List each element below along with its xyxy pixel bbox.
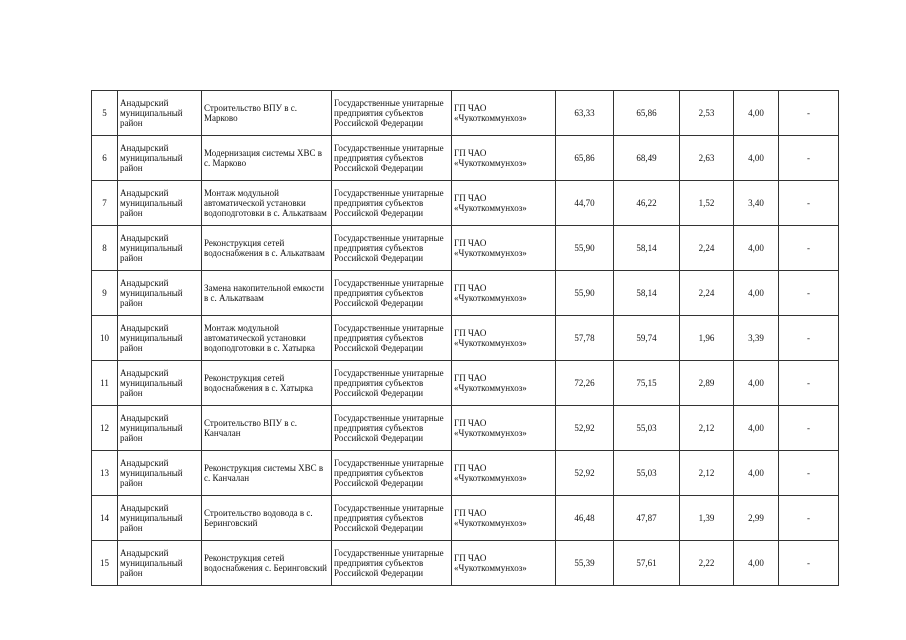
district-cell: Анадырский муниципальный район xyxy=(118,316,202,361)
organization-cell: ГП ЧАО «Чукоткоммунхоз» xyxy=(452,451,556,496)
table-row xyxy=(92,91,839,136)
district-cell: Анадырский муниципальный район xyxy=(118,181,202,226)
value-4-cell: 4,00 xyxy=(734,406,779,451)
table-row xyxy=(92,181,839,226)
value-3-cell: 1,96 xyxy=(680,316,734,361)
value-4-cell: 4,00 xyxy=(734,361,779,406)
district-cell: Анадырский муниципальный район xyxy=(118,226,202,271)
value-2-cell: 65,86 xyxy=(614,91,680,136)
value-1-cell: 52,92 xyxy=(556,406,614,451)
category-cell: Государственные унитарные предприятия субъектов Российской Федерации xyxy=(332,136,452,181)
table-row xyxy=(92,136,839,181)
category-cell: Государственные унитарные предприятия субъектов Российской Федерации xyxy=(332,91,452,136)
district-cell: Анадырский муниципальный район xyxy=(118,271,202,316)
value-1-cell: 65,86 xyxy=(556,136,614,181)
project-cell: Реконструкция сетей водоснабжения в с. Хатырка xyxy=(202,361,332,406)
value-5-cell: - xyxy=(779,406,839,451)
row-number: 14 xyxy=(92,496,118,541)
district-cell: Анадырский муниципальный район xyxy=(118,496,202,541)
project-cell: Реконструкция системы ХВС в с. Канчалан xyxy=(202,451,332,496)
category-cell: Государственные унитарные предприятия субъектов Российской Федерации xyxy=(332,226,452,271)
value-5-cell: - xyxy=(779,271,839,316)
value-2-cell: 58,14 xyxy=(614,271,680,316)
project-cell: Модернизация системы ХВС в с. Марково xyxy=(202,136,332,181)
project-cell: Строительство водовода в с. Беринговский xyxy=(202,496,332,541)
table-row xyxy=(92,271,839,316)
row-number: 8 xyxy=(92,226,118,271)
value-3-cell: 1,39 xyxy=(680,496,734,541)
value-3-cell: 2,24 xyxy=(680,226,734,271)
district-cell: Анадырский муниципальный район xyxy=(118,361,202,406)
row-number: 9 xyxy=(92,271,118,316)
value-4-cell: 4,00 xyxy=(734,451,779,496)
row-number: 15 xyxy=(92,541,118,586)
row-number: 11 xyxy=(92,361,118,406)
projects-table xyxy=(91,90,839,586)
value-5-cell: - xyxy=(779,496,839,541)
project-cell: Строительство ВПУ в с. Марково xyxy=(202,91,332,136)
organization-cell: ГП ЧАО «Чукоткоммунхоз» xyxy=(452,316,556,361)
row-number: 6 xyxy=(92,136,118,181)
project-cell: Монтаж модульной автоматической установки водоподготовки в с. Алькатваам xyxy=(202,181,332,226)
organization-cell: ГП ЧАО «Чукоткоммунхоз» xyxy=(452,271,556,316)
value-4-cell: 4,00 xyxy=(734,271,779,316)
value-5-cell: - xyxy=(779,181,839,226)
value-1-cell: 46,48 xyxy=(556,496,614,541)
value-2-cell: 58,14 xyxy=(614,226,680,271)
row-number: 12 xyxy=(92,406,118,451)
category-cell: Государственные унитарные предприятия субъектов Российской Федерации xyxy=(332,451,452,496)
table-row xyxy=(92,541,839,586)
category-cell: Государственные унитарные предприятия субъектов Российской Федерации xyxy=(332,271,452,316)
project-cell: Замена накопительной емкости в с. Алькатваам xyxy=(202,271,332,316)
project-cell: Монтаж модульной автоматической установки водоподготовки в с. Хатырка xyxy=(202,316,332,361)
value-3-cell: 2,53 xyxy=(680,91,734,136)
row-number: 7 xyxy=(92,181,118,226)
project-cell: Реконструкция сетей водоснабжения в с. Алькатваам xyxy=(202,226,332,271)
category-cell: Государственные унитарные предприятия субъектов Российской Федерации xyxy=(332,496,452,541)
district-cell: Анадырский муниципальный район xyxy=(118,136,202,181)
value-2-cell: 57,61 xyxy=(614,541,680,586)
value-3-cell: 2,22 xyxy=(680,541,734,586)
row-number: 13 xyxy=(92,451,118,496)
row-number: 5 xyxy=(92,91,118,136)
value-2-cell: 59,74 xyxy=(614,316,680,361)
value-5-cell: - xyxy=(779,451,839,496)
value-3-cell: 1,52 xyxy=(680,181,734,226)
value-2-cell: 47,87 xyxy=(614,496,680,541)
value-2-cell: 46,22 xyxy=(614,181,680,226)
organization-cell: ГП ЧАО «Чукоткоммунхоз» xyxy=(452,541,556,586)
value-5-cell: - xyxy=(779,91,839,136)
value-1-cell: 55,90 xyxy=(556,226,614,271)
value-1-cell: 72,26 xyxy=(556,361,614,406)
value-3-cell: 2,24 xyxy=(680,271,734,316)
district-cell: Анадырский муниципальный район xyxy=(118,406,202,451)
value-2-cell: 55,03 xyxy=(614,451,680,496)
value-3-cell: 2,12 xyxy=(680,451,734,496)
value-5-cell: - xyxy=(779,226,839,271)
value-3-cell: 2,89 xyxy=(680,361,734,406)
value-4-cell: 4,00 xyxy=(734,91,779,136)
value-4-cell: 3,40 xyxy=(734,181,779,226)
organization-cell: ГП ЧАО «Чукоткоммунхоз» xyxy=(452,181,556,226)
value-4-cell: 2,99 xyxy=(734,496,779,541)
category-cell: Государственные унитарные предприятия субъектов Российской Федерации xyxy=(332,361,452,406)
district-cell: Анадырский муниципальный район xyxy=(118,91,202,136)
value-5-cell: - xyxy=(779,136,839,181)
value-2-cell: 68,49 xyxy=(614,136,680,181)
table-body xyxy=(92,91,839,586)
value-5-cell: - xyxy=(779,361,839,406)
value-2-cell: 55,03 xyxy=(614,406,680,451)
category-cell: Государственные унитарные предприятия субъектов Российской Федерации xyxy=(332,406,452,451)
value-5-cell: - xyxy=(779,316,839,361)
category-cell: Государственные унитарные предприятия субъектов Российской Федерации xyxy=(332,181,452,226)
value-1-cell: 55,90 xyxy=(556,271,614,316)
organization-cell: ГП ЧАО «Чукоткоммунхоз» xyxy=(452,496,556,541)
value-1-cell: 63,33 xyxy=(556,91,614,136)
table-row xyxy=(92,451,839,496)
value-4-cell: 4,00 xyxy=(734,136,779,181)
value-4-cell: 4,00 xyxy=(734,226,779,271)
district-cell: Анадырский муниципальный район xyxy=(118,451,202,496)
organization-cell: ГП ЧАО «Чукоткоммунхоз» xyxy=(452,91,556,136)
category-cell: Государственные унитарные предприятия субъектов Российской Федерации xyxy=(332,541,452,586)
organization-cell: ГП ЧАО «Чукоткоммунхоз» xyxy=(452,361,556,406)
table-row xyxy=(92,361,839,406)
project-cell: Строительство ВПУ в с. Канчалан xyxy=(202,406,332,451)
district-cell: Анадырский муниципальный район xyxy=(118,541,202,586)
table-row xyxy=(92,406,839,451)
value-4-cell: 3,39 xyxy=(734,316,779,361)
project-cell: Реконструкция сетей водоснабжения с. Беринговский xyxy=(202,541,332,586)
category-cell: Государственные унитарные предприятия субъектов Российской Федерации xyxy=(332,316,452,361)
row-number: 10 xyxy=(92,316,118,361)
value-4-cell: 4,00 xyxy=(734,541,779,586)
value-5-cell: - xyxy=(779,541,839,586)
organization-cell: ГП ЧАО «Чукоткоммунхоз» xyxy=(452,136,556,181)
value-2-cell: 75,15 xyxy=(614,361,680,406)
value-1-cell: 57,78 xyxy=(556,316,614,361)
table-row xyxy=(92,496,839,541)
value-1-cell: 52,92 xyxy=(556,451,614,496)
value-1-cell: 55,39 xyxy=(556,541,614,586)
table-row xyxy=(92,226,839,271)
organization-cell: ГП ЧАО «Чукоткоммунхоз» xyxy=(452,406,556,451)
value-1-cell: 44,70 xyxy=(556,181,614,226)
value-3-cell: 2,12 xyxy=(680,406,734,451)
table-row xyxy=(92,316,839,361)
organization-cell: ГП ЧАО «Чукоткоммунхоз» xyxy=(452,226,556,271)
value-3-cell: 2,63 xyxy=(680,136,734,181)
